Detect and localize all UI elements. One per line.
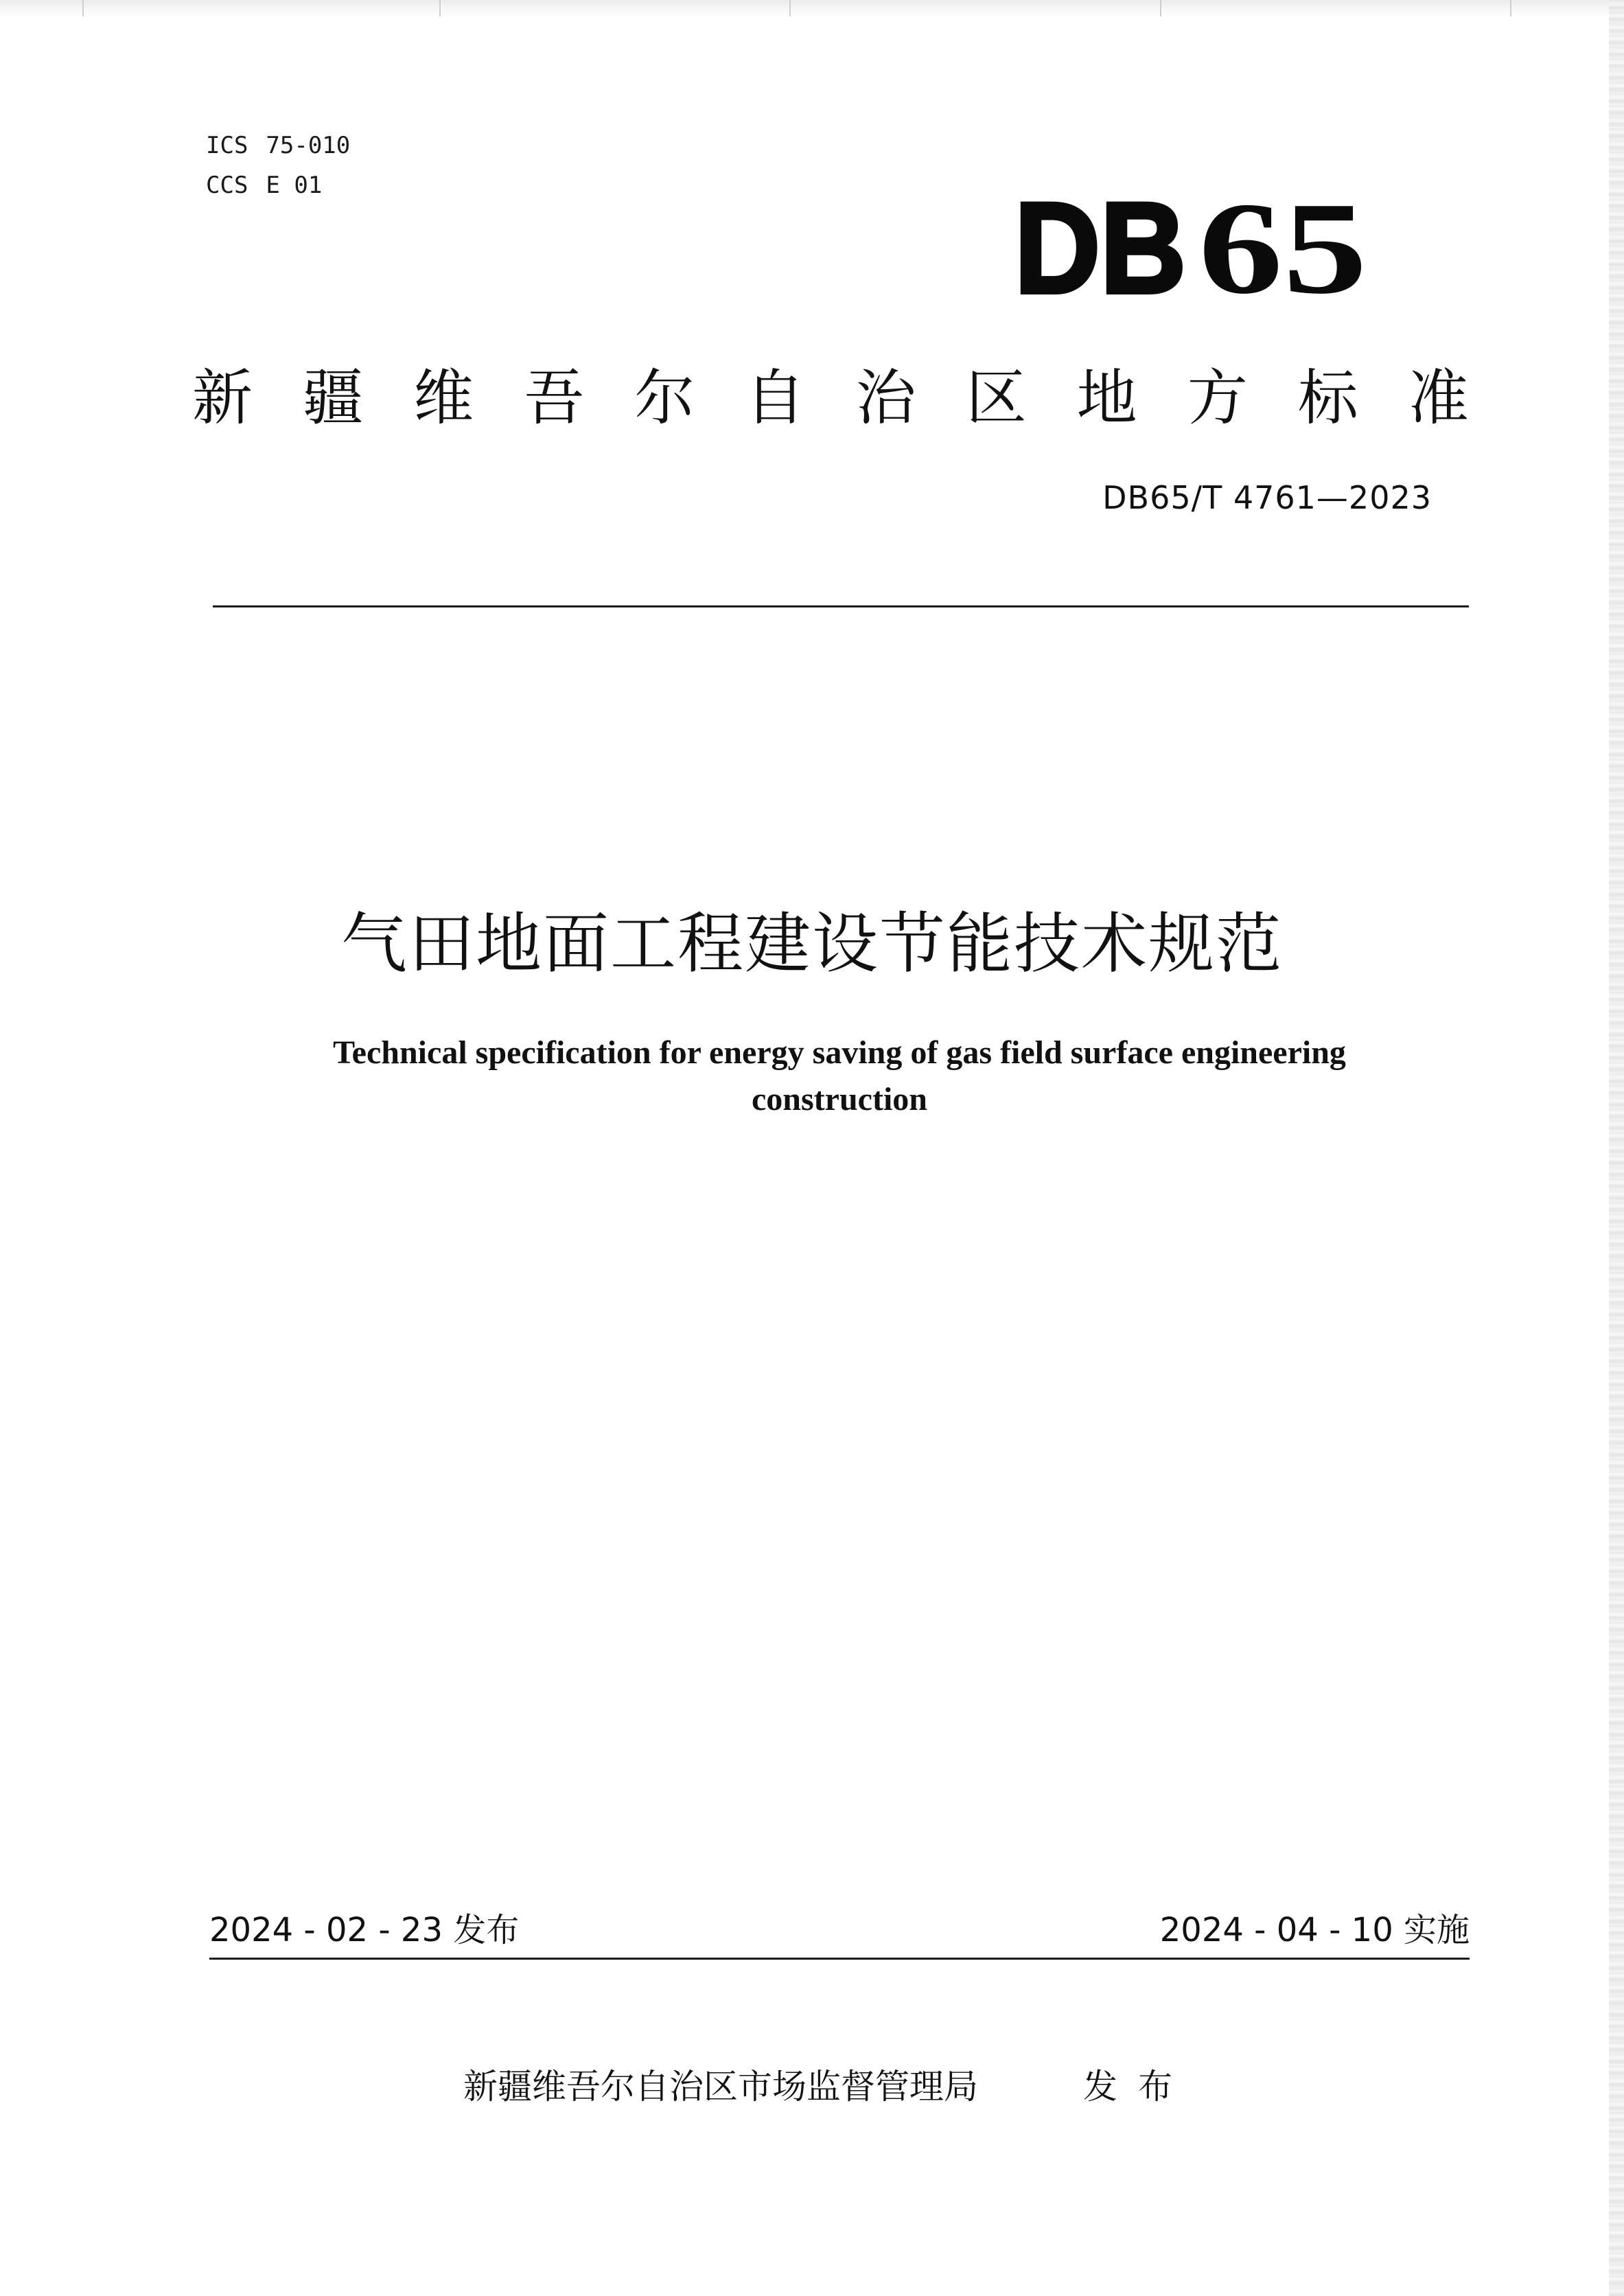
region-title-char: 方 xyxy=(1187,362,1248,433)
issue-date: 2024 - 02 - 23 发布 xyxy=(209,1911,520,1949)
region-title-char: 治 xyxy=(855,362,916,433)
document-title-cn: 气田地面工程建设节能技术规范 xyxy=(341,905,1283,982)
publish-word: 发布 xyxy=(1083,2067,1193,2107)
implementation-date: 2024 - 04 - 10 实施 xyxy=(1159,1911,1470,1949)
region-title-char: 区 xyxy=(966,362,1027,433)
region-title-char: 吾 xyxy=(524,362,585,433)
region-standard-title xyxy=(192,357,1469,439)
scan-tick xyxy=(1160,0,1161,16)
ccs-label: CCS xyxy=(206,172,248,199)
ics-code xyxy=(206,130,350,161)
db65-logo xyxy=(1014,184,1371,308)
svg-text:DB: DB xyxy=(1014,184,1186,308)
region-title-char: 自 xyxy=(745,362,806,433)
standard-number: DB65/T 4761—2023 xyxy=(1102,479,1432,516)
header-divider xyxy=(213,605,1469,607)
svg-text:65: 65 xyxy=(1198,184,1367,308)
region-title-char: 疆 xyxy=(303,362,364,433)
ccs-value: E 01 xyxy=(266,172,323,199)
document-title-en: Technical specification for energy saving of gas field surface engineering construction xyxy=(333,1034,1346,1117)
scan-tick xyxy=(789,0,791,16)
ccs-code xyxy=(206,170,322,200)
publisher-name: 新疆维吾尔自治区市场监督管理局 xyxy=(463,2067,978,2107)
region-title-char: 新 xyxy=(192,362,253,433)
scan-tick xyxy=(82,0,84,16)
scan-tick xyxy=(1510,0,1511,16)
region-title-char: 维 xyxy=(413,362,474,433)
footer-divider xyxy=(209,1958,1470,1960)
ics-label: ICS xyxy=(206,132,248,159)
region-title-char: 地 xyxy=(1076,362,1137,433)
scan-edge-right xyxy=(1609,0,1624,2296)
scan-tick xyxy=(439,0,441,16)
ics-value: 75-010 xyxy=(266,132,351,159)
region-title-char: 尔 xyxy=(634,362,695,433)
scan-edge-top xyxy=(0,0,1624,16)
region-title-char: 准 xyxy=(1408,362,1469,433)
region-title-char: 标 xyxy=(1297,362,1358,433)
